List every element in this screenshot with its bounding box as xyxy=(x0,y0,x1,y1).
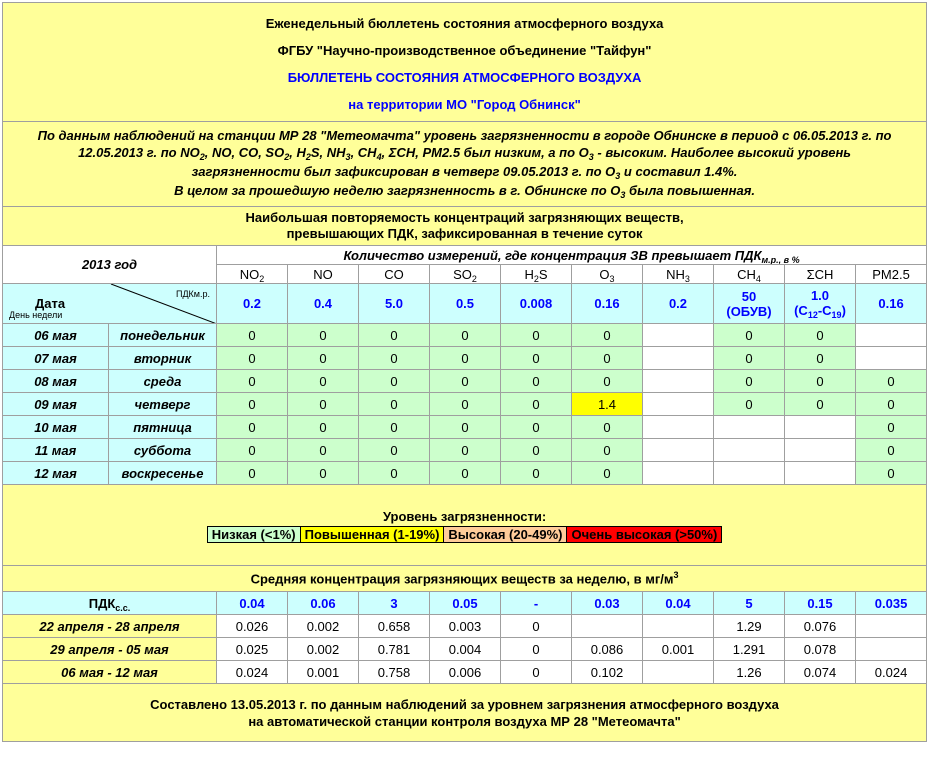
pdk-ss-value: 0.04 xyxy=(643,592,714,615)
pollutant-sub: 3 xyxy=(684,273,690,284)
pdk-mr-number: 50 xyxy=(741,288,757,304)
day-value: 0 xyxy=(359,439,430,462)
day-value: 0 xyxy=(714,347,785,370)
pdk-mr-number: 0.2 xyxy=(242,296,262,311)
day-value: 0 xyxy=(430,347,501,370)
day-value: 0 xyxy=(501,393,572,416)
summary-line4: В целом за прошедшую неделю загрязненность в г. Обнинске по $O_3$ была повышенная. xyxy=(174,183,755,200)
pollutant-name: O xyxy=(599,266,610,282)
day-value xyxy=(856,347,927,370)
note-sub: 19 xyxy=(831,309,842,320)
pollutant-header xyxy=(643,265,714,284)
day-value xyxy=(643,416,714,439)
day-value: 0 xyxy=(217,370,288,393)
pollutant-name: H xyxy=(524,266,534,282)
day-value: 0 xyxy=(785,370,856,393)
day-value: 0 xyxy=(217,324,288,347)
bulletin-sheet xyxy=(2,2,926,742)
pollutant-name: CO xyxy=(384,266,404,282)
day-value: 0 xyxy=(572,416,643,439)
pdk-ss-sub: с.с. xyxy=(115,602,131,613)
week-value: 0.003 xyxy=(430,615,501,638)
day-value: 0 xyxy=(501,324,572,347)
day-value: 0 xyxy=(359,370,430,393)
section1-title: Наибольшая повторяемость концентраций загрязняющих веществ, превышающих ПДК, зафиксированная в течение суток xyxy=(3,207,927,246)
day-date: 10 мая xyxy=(3,416,109,439)
day-value: 0 xyxy=(856,462,927,485)
table-row xyxy=(3,615,927,638)
day-value: 1.4 xyxy=(572,393,643,416)
day-date: 12 мая xyxy=(3,462,109,485)
legend-high: Высокая (20-49%) xyxy=(444,527,567,542)
legend xyxy=(207,526,723,543)
day-value xyxy=(714,462,785,485)
table-row xyxy=(3,661,927,684)
week-value: 0.004 xyxy=(430,638,501,661)
table-row xyxy=(3,370,927,393)
week-value: 0.024 xyxy=(217,661,288,684)
week-value: 0.076 xyxy=(785,615,856,638)
day-value: 0 xyxy=(359,393,430,416)
footer-row xyxy=(3,684,927,742)
summary-line2: 12.05.2013 г. по $NO_2$, NO, CO, $SO_2$, $H_2S$, $NH_3$, $CH_4$, ΣCH, PM2.5 был низким, а по $O_3$ - высоким. Наиболее высокий уровень xyxy=(78,145,852,162)
pollutant-sub: 2 xyxy=(533,273,539,284)
day-date: 06 мая xyxy=(3,324,109,347)
legend-block xyxy=(3,485,927,566)
pdk-mr-value xyxy=(430,284,501,324)
day-of-week: четверг xyxy=(109,393,217,416)
note-sub: 12 xyxy=(807,309,818,320)
pdk-mr-note: (ОБУВ) xyxy=(726,303,772,319)
pollutant-name: ΣCH xyxy=(806,266,834,282)
pollutant-header xyxy=(714,265,785,284)
day-value: 0 xyxy=(288,416,359,439)
footer-line2: на автоматической станции контроля воздуха МР 28 "Метеомачта" xyxy=(248,713,681,729)
day-value: 0 xyxy=(714,324,785,347)
pdk-mr-value xyxy=(714,284,785,324)
table-row xyxy=(3,439,927,462)
day-value: 0 xyxy=(572,370,643,393)
day-value: 0 xyxy=(430,393,501,416)
legend-increased: Повышенная (1-19%) xyxy=(301,527,445,542)
day-date: 08 мая xyxy=(3,370,109,393)
day-value: 0 xyxy=(359,416,430,439)
week-value: 0 xyxy=(501,615,572,638)
week-value: 0.001 xyxy=(643,638,714,661)
day-of-week: пятница xyxy=(109,416,217,439)
week-value: 0.024 xyxy=(856,661,927,684)
pdk-mr-value xyxy=(643,284,714,324)
pollutant-sub: 4 xyxy=(755,273,761,284)
day-value: 0 xyxy=(430,416,501,439)
week-period: 29 апреля - 05 мая xyxy=(3,638,217,661)
week-value: 1.291 xyxy=(714,638,785,661)
note-part: ) xyxy=(841,302,846,318)
day-of-week: понедельник xyxy=(109,324,217,347)
pdk-mr-number: 0.2 xyxy=(668,296,688,311)
pdk-mr-label: ПДКм.р. xyxy=(175,289,210,299)
day-date: 11 мая xyxy=(3,439,109,462)
day-value: 0 xyxy=(785,393,856,416)
week-value: 0.006 xyxy=(430,661,501,684)
legend-low: Низкая (<1%) xyxy=(208,527,301,542)
day-date: 07 мая xyxy=(3,347,109,370)
day-value: 0 xyxy=(430,324,501,347)
day-value: 0 xyxy=(288,347,359,370)
note-part: -C xyxy=(817,302,832,318)
pdk-ss-value: 0.15 xyxy=(785,592,856,615)
week-value: 0.658 xyxy=(359,615,430,638)
day-value: 0 xyxy=(856,393,927,416)
week-value: 0.074 xyxy=(785,661,856,684)
pollutant-header xyxy=(288,265,359,284)
day-value: 0 xyxy=(430,439,501,462)
pollutant-header xyxy=(430,265,501,284)
day-value xyxy=(643,439,714,462)
day-value: 0 xyxy=(856,416,927,439)
day-value: 0 xyxy=(359,324,430,347)
week-value: 0.102 xyxy=(572,661,643,684)
week-period: 22 апреля - 28 апреля xyxy=(3,615,217,638)
pdk-ss-value: 0.05 xyxy=(430,592,501,615)
header-line1: Еженедельный бюллетень состояния атмосферного воздуха xyxy=(265,16,664,31)
pdk-ss-value: 0.04 xyxy=(217,592,288,615)
pdk-ss-label xyxy=(3,592,217,615)
table-row xyxy=(3,393,927,416)
day-value xyxy=(785,416,856,439)
week-value xyxy=(643,615,714,638)
pollutant-name: NO xyxy=(313,266,333,282)
day-value: 0 xyxy=(501,347,572,370)
day-value: 0 xyxy=(856,370,927,393)
day-value: 0 xyxy=(359,462,430,485)
footer-block xyxy=(3,684,927,742)
pdk-mr-value xyxy=(501,284,572,324)
day-value xyxy=(643,393,714,416)
day-of-week: воскресенье xyxy=(109,462,217,485)
summary-block xyxy=(3,122,927,207)
footer-line1: Составлено 13.05.2013 г. по данным наблюдений за уровнем загрязнения атмосферного воздуха xyxy=(150,696,779,712)
day-value: 0 xyxy=(288,393,359,416)
pollutant-header xyxy=(572,265,643,284)
pdk-mr-number: 0.16 xyxy=(878,296,904,311)
count-header: Количество измерений, где концентрация ЗВ превышает $ПДК_{м.р., в \%}$ xyxy=(217,246,927,265)
table-row xyxy=(3,347,927,370)
pdk-ss-value: 0.03 xyxy=(572,592,643,615)
pollutant-tail: S xyxy=(538,266,548,282)
week-value: 0.086 xyxy=(572,638,643,661)
header-block xyxy=(3,3,927,122)
week-value: 0.758 xyxy=(359,661,430,684)
pollutant-header xyxy=(217,265,288,284)
day-value: 0 xyxy=(501,416,572,439)
day-value: 0 xyxy=(288,439,359,462)
pollutant-header xyxy=(359,265,430,284)
week-value: 0.002 xyxy=(288,638,359,661)
pdk-ss-row xyxy=(3,592,927,615)
day-value: 0 xyxy=(217,462,288,485)
pollutant-header xyxy=(856,265,927,284)
pdk-ss-value: 5 xyxy=(714,592,785,615)
dow-label: День недели xyxy=(9,310,63,320)
week-value xyxy=(572,615,643,638)
pdk-mr-value xyxy=(856,284,927,324)
pollutant-name: CH xyxy=(737,266,756,282)
day-value: 0 xyxy=(785,324,856,347)
day-value: 0 xyxy=(501,370,572,393)
week-value: 0.002 xyxy=(288,615,359,638)
pdk-ss-value: 3 xyxy=(359,592,430,615)
table-row xyxy=(3,416,927,439)
week-value xyxy=(643,661,714,684)
section2-title-text: Средняя концентрация загрязняющих веществ за неделю, в мг/м xyxy=(250,571,674,587)
year-label: 2013 год xyxy=(3,246,217,284)
day-value: 0 xyxy=(288,462,359,485)
pdk-mr-number: 5.0 xyxy=(384,296,404,311)
pdk-ss-value: 0.06 xyxy=(288,592,359,615)
pdk-mr-value xyxy=(217,284,288,324)
day-value: 0 xyxy=(714,370,785,393)
pollutant-sub: 2 xyxy=(471,273,477,284)
date-label: Дата xyxy=(35,296,66,311)
day-value: 0 xyxy=(856,439,927,462)
section2-title-sup: 3 xyxy=(673,570,679,581)
summary-line1: По данным наблюдений на станции МР 28 "Метеомачта" уровень загрязненности в городе Обнинске в период с 06.05.2013 г. по xyxy=(37,128,892,143)
week-value: 0.078 xyxy=(785,638,856,661)
table-row xyxy=(3,638,927,661)
day-value xyxy=(643,370,714,393)
pollutant-sub: 3 xyxy=(609,273,615,284)
day-value: 0 xyxy=(288,370,359,393)
pollutant-name: PM2.5 xyxy=(872,266,910,282)
pdk-ss-text: ПДК xyxy=(88,595,116,611)
pollutant-name: SO xyxy=(453,266,472,282)
table-row xyxy=(3,324,927,347)
week-value: 0.001 xyxy=(288,661,359,684)
day-value: 0 xyxy=(288,324,359,347)
date-dow-header xyxy=(3,284,217,324)
legend-row xyxy=(3,485,927,566)
day-value: 0 xyxy=(359,347,430,370)
pdk-ss-value: 0.035 xyxy=(856,592,927,615)
day-value: 0 xyxy=(572,462,643,485)
week-value: 0.781 xyxy=(359,638,430,661)
pdk-mr-number: 0.16 xyxy=(594,296,620,311)
week-period: 06 мая - 12 мая xyxy=(3,661,217,684)
pdk-mr-number: 0.5 xyxy=(455,296,475,311)
day-value: 0 xyxy=(714,393,785,416)
bulletin-table xyxy=(2,2,927,742)
day-value xyxy=(785,462,856,485)
day-value xyxy=(643,347,714,370)
day-value: 0 xyxy=(217,416,288,439)
legend-title: Уровень загрязненности: xyxy=(382,509,547,524)
pollutant-header xyxy=(785,265,856,284)
week-value: 0 xyxy=(501,661,572,684)
legend-very-high: Очень высокая (>50%) xyxy=(567,527,721,542)
day-value: 0 xyxy=(572,439,643,462)
day-value: 0 xyxy=(430,370,501,393)
day-date: 09 мая xyxy=(3,393,109,416)
pdk-mr-value xyxy=(359,284,430,324)
week-value xyxy=(856,638,927,661)
day-value xyxy=(856,324,927,347)
day-value: 0 xyxy=(217,393,288,416)
week-value: 0 xyxy=(501,638,572,661)
header-line2: ФГБУ "Научно-производственное объединение "Тайфун" xyxy=(277,43,652,58)
header-line4: на территории МО "Город Обнинск" xyxy=(348,97,581,112)
day-value: 0 xyxy=(430,462,501,485)
week-value: 0.025 xyxy=(217,638,288,661)
week-value: 1.26 xyxy=(714,661,785,684)
pdk-mr-value xyxy=(785,284,856,324)
note-part: (C xyxy=(794,302,808,318)
section2-title-row xyxy=(3,566,927,592)
pdk-mr-number: 1.0 xyxy=(810,287,830,303)
pollutant-name: NH xyxy=(666,266,685,282)
day-of-week: суббота xyxy=(109,439,217,462)
table-row xyxy=(3,462,927,485)
week-value: 1.29 xyxy=(714,615,785,638)
day-of-week: вторник xyxy=(109,347,217,370)
day-value: 0 xyxy=(217,347,288,370)
day-of-week: среда xyxy=(109,370,217,393)
pollutant-sub: 2 xyxy=(259,273,265,284)
day-value xyxy=(643,462,714,485)
day-value xyxy=(643,324,714,347)
pdk-mr-value xyxy=(288,284,359,324)
pdk-mr-note xyxy=(785,303,855,320)
summary-line3: загрязненности был зафиксирован в четверг 09.05.2013 г. по $O_3$ и составил 1.4%. xyxy=(191,164,738,181)
week-value: 0.026 xyxy=(217,615,288,638)
pollutant-name: NO xyxy=(239,266,260,282)
section2-title xyxy=(3,566,927,592)
week-value xyxy=(856,615,927,638)
day-value xyxy=(714,416,785,439)
pdk-mr-value xyxy=(572,284,643,324)
header-line3: БЮЛЛЕТЕНЬ СОСТОЯНИЯ АТМОСФЕРНОГО ВОЗДУХА xyxy=(287,70,642,85)
day-value: 0 xyxy=(217,439,288,462)
day-value: 0 xyxy=(501,439,572,462)
pdk-ss-value: - xyxy=(501,592,572,615)
day-value: 0 xyxy=(572,324,643,347)
day-value xyxy=(785,439,856,462)
pdk-mr-number: 0.008 xyxy=(519,296,553,311)
day-value xyxy=(714,439,785,462)
pollutant-header xyxy=(501,265,572,284)
day-value: 0 xyxy=(572,347,643,370)
day-value: 0 xyxy=(501,462,572,485)
day-value: 0 xyxy=(785,347,856,370)
pdk-mr-number: 0.4 xyxy=(313,296,333,311)
